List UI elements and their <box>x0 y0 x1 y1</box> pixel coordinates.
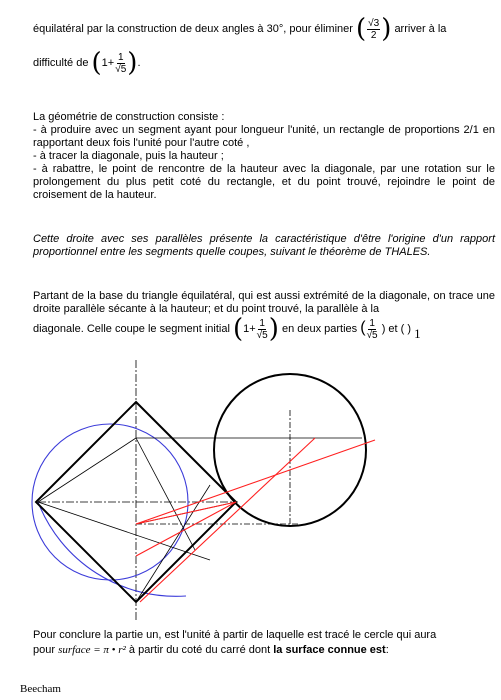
geometry-figure <box>0 360 501 630</box>
p4-last-line <box>33 316 421 342</box>
close-paren: ) <box>381 14 392 44</box>
frac-den: √5 <box>256 329 268 341</box>
p5-pour: pour <box>33 644 56 656</box>
line-top-to-lower <box>136 438 195 550</box>
frac-num: 1 <box>117 51 124 63</box>
p4-last-c: ) et ( ) <box>381 322 412 335</box>
frac-den: 2 <box>370 29 377 41</box>
p5-bold-text: la surface connue est <box>273 644 386 656</box>
red-line-3 <box>136 502 236 556</box>
close-paren: ) <box>268 314 279 344</box>
open-paren: ( <box>232 314 244 344</box>
p4-last-b: en deux parties <box>281 322 358 335</box>
p4-paragraph: Partant de la base du triangle équilatéral, qui est aussi extrémité de la diagonale, on trace une droite parallèle sécante à la hauteur; et du point trouvé, la parallèle à la <box>33 290 495 315</box>
frac-den: √5 <box>366 329 378 341</box>
fraction-1-over-sqrt5 <box>257 318 268 341</box>
one-plus: 1+ <box>243 322 256 335</box>
period: . <box>137 56 141 69</box>
line-left-to-top <box>38 438 136 502</box>
subscript-one: 1 <box>414 325 421 341</box>
p1-line2 <box>33 50 141 76</box>
signature: Beecham <box>20 683 61 695</box>
p2-bullet-3: - à rabattre, le point de rencontre de la hauteur avec la diagonale, par une rotation sur le prolongement du plus petit coté du rectangle, et du point trouvé, rejoindre le point de croisement de la hauteur. <box>33 163 495 201</box>
frac-num: 1 <box>369 317 375 329</box>
p2-bullet-1: - à produire avec un segment ayant pour longueur l'unité, un rectangle de proportions 2/1 en rapportant deux fois l'unité pour l'autre coté , <box>33 124 495 149</box>
fraction-1-over-sqrt5 <box>115 52 126 75</box>
frac-num: 1 <box>259 317 265 329</box>
open-paren: ( <box>91 48 102 78</box>
fraction-1-over-sqrt5-b <box>367 318 378 341</box>
frac-den: √5 <box>115 63 127 75</box>
p3-italic-paragraph: Cette droite avec ses parallèles présente la caractéristique d'être l'origine d'un rapport proportionnel entre les segments quelle coupes, suivant le théorème de THALES. <box>33 233 495 258</box>
close-paren: ) <box>127 48 138 78</box>
p4-last-a: diagonale. Celle coupe le segment initial <box>33 322 230 335</box>
p2-intro: La géométrie de construction consiste : <box>33 111 225 123</box>
open-paren: ( <box>356 14 367 44</box>
p1-line1 <box>33 16 446 42</box>
red-line-1 <box>136 440 375 524</box>
small-open-paren: ( <box>360 318 366 336</box>
p5-end: : <box>385 644 389 656</box>
p1-line2-text: difficulté de <box>33 56 89 69</box>
p5-line1: Pour conclure la partie un, est l'unité à partir de laquelle est tracé le cercle qui aura <box>33 629 437 641</box>
red-line-2 <box>140 438 315 602</box>
fraction-sqrt3-over-2 <box>367 18 380 41</box>
line-bottom-to-right <box>136 485 210 602</box>
p1-line1-end: arriver à la <box>394 22 447 35</box>
p1-line1-text: équilatéral par la construction de deux angles à 30°, pour éliminer <box>33 22 353 35</box>
p5-middle: à partir du coté du carré dont <box>128 644 271 656</box>
p2-bullet-2: - à tracer la diagonale, puis la hauteur ; <box>33 150 224 162</box>
blue-arc <box>38 502 186 596</box>
frac-num: √3 <box>368 17 380 29</box>
surface-formula: surface = π • r² <box>58 644 126 656</box>
p5-line2 <box>33 644 389 657</box>
one-plus: 1+ <box>101 56 115 69</box>
